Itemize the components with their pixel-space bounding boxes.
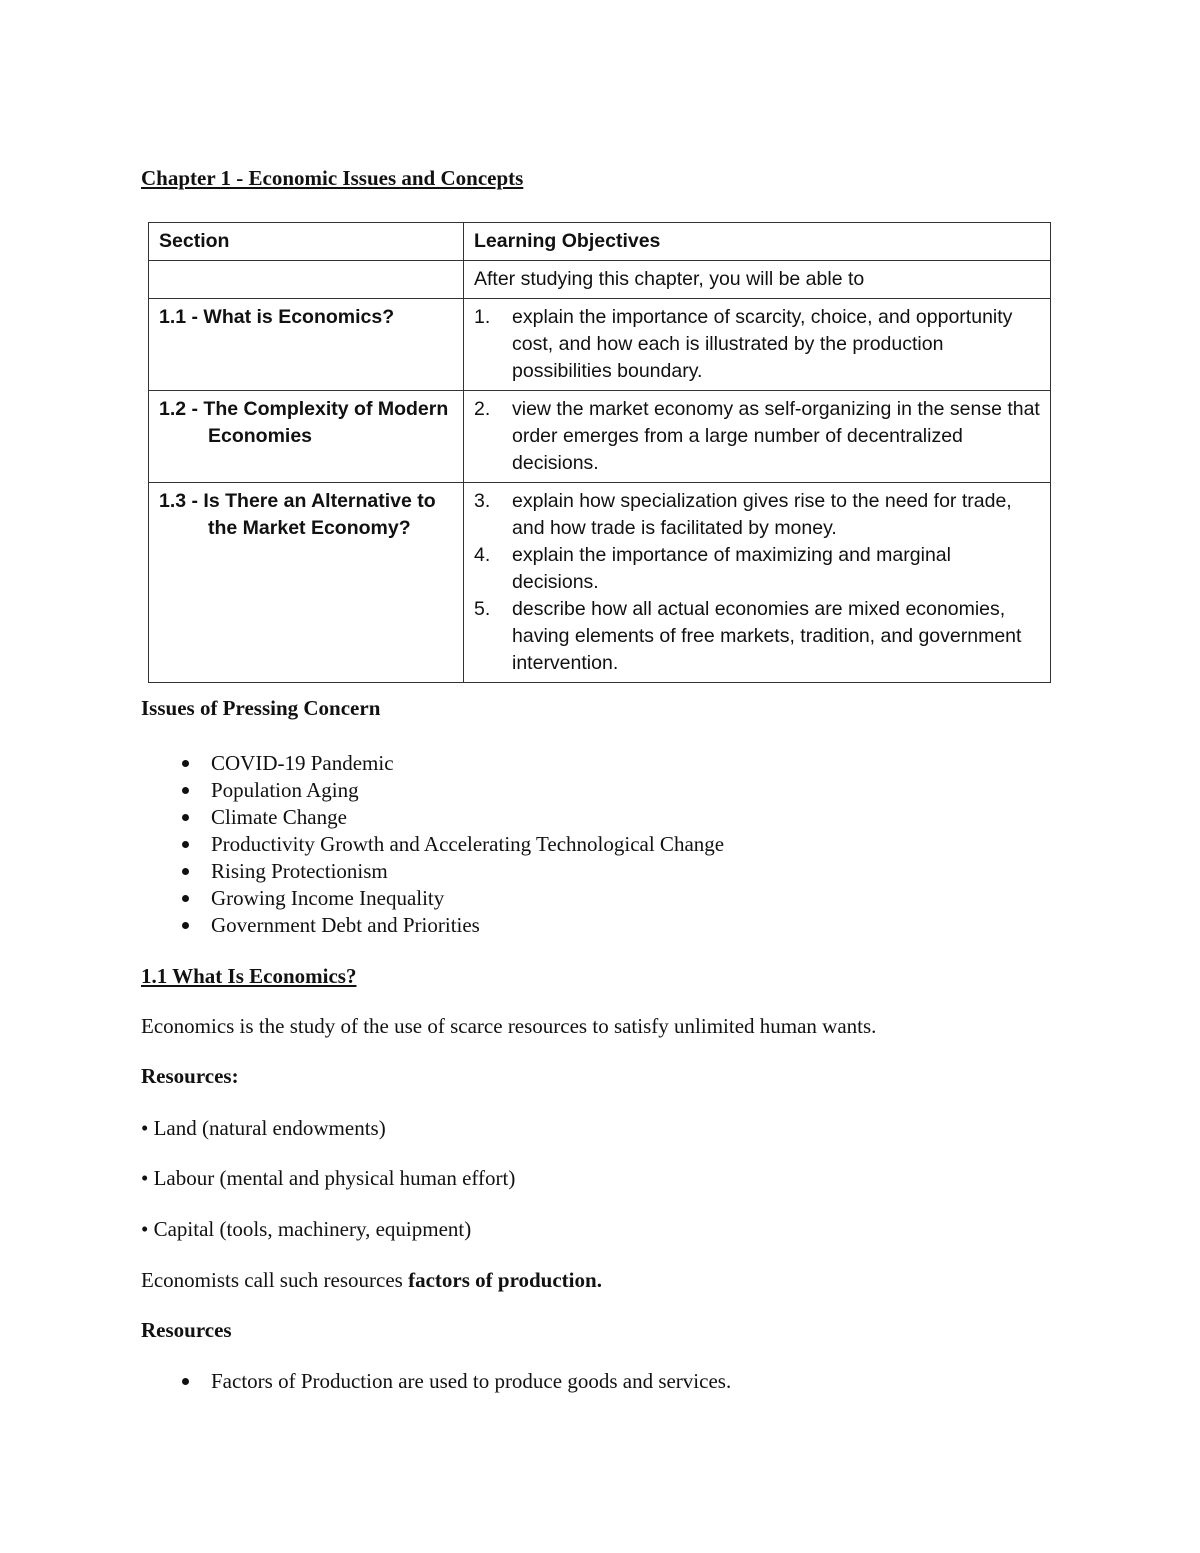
resources-bullets: [141, 1368, 731, 1395]
bullet-icon: [182, 814, 189, 821]
factors-sentence: Economists call such resources factors of production.: [141, 1268, 602, 1292]
resources-heading-2: Resources: [141, 1318, 232, 1342]
resources-heading: Resources:: [141, 1064, 239, 1088]
list-item: Population Aging: [141, 777, 724, 804]
bullet-icon: [182, 787, 189, 794]
objective-item: 3. explain how specialization gives rise to the need for trade, and how trade is facilitated by money.: [474, 490, 1012, 539]
objective-item: 4. explain the importance of maximizing and marginal decisions.: [474, 544, 951, 593]
section-1-2: 1.2 - The Complexity of Modern Economies: [159, 398, 449, 447]
table-row: [149, 261, 1051, 299]
list-item: Productivity Growth and Accelerating Technological Change: [141, 831, 724, 858]
objective-item: 5. describe how all actual economies are mixed economies, having elements of free markets, tradition, and government intervention.: [474, 598, 1022, 674]
objective-item: 2. view the market economy as self-organizing in the sense that order emerges from a large number of decentralized decisions.: [474, 398, 1040, 474]
list-item: Factors of Production are used to produce goods and services.: [141, 1368, 731, 1395]
list-item: Government Debt and Priorities: [141, 912, 724, 939]
objective-item: 1. explain the importance of scarcity, choice, and opportunity cost, and how each is illustrated by the production possibilities boundary.: [474, 306, 1013, 382]
bullet-icon: [182, 895, 189, 902]
bullet-icon: [182, 760, 189, 767]
section-1-3: 1.3 - Is There an Alternative to the Market Economy?: [159, 490, 436, 539]
table-row: [149, 483, 1051, 683]
issues-heading: Issues of Pressing Concern: [141, 696, 381, 720]
resource-land: • Land (natural endowments): [141, 1116, 386, 1140]
bullet-icon: [182, 841, 189, 848]
learning-objectives-table: [148, 222, 1051, 683]
resource-capital: • Capital (tools, machinery, equipment): [141, 1217, 472, 1241]
bullet-icon: [182, 1378, 189, 1385]
section-1-1: 1.1 - What is Economics?: [159, 306, 395, 328]
list-item: Climate Change: [141, 804, 724, 831]
empty-cell: [149, 261, 464, 299]
issues-list: [141, 750, 724, 939]
table-header-row: [149, 223, 1051, 261]
header-section: Section: [149, 223, 464, 261]
factors-term: factors of production.: [408, 1268, 602, 1292]
bullet-icon: [182, 922, 189, 929]
economics-definition: Economics is the study of the use of scarce resources to satisfy unlimited human wants.: [141, 1014, 877, 1038]
table-intro: After studying this chapter, you will be able to: [464, 261, 1051, 299]
list-item: Rising Protectionism: [141, 858, 724, 885]
table-row: [149, 299, 1051, 391]
list-item: Growing Income Inequality: [141, 885, 724, 912]
bullet-icon: [182, 868, 189, 875]
header-learning-objectives: Learning Objectives: [464, 223, 1051, 261]
table-row: [149, 391, 1051, 483]
chapter-title: Chapter 1 - Economic Issues and Concepts: [141, 166, 524, 190]
resource-labour: • Labour (mental and physical human effort): [141, 1166, 516, 1190]
section-1-1-heading: 1.1 What Is Economics?: [141, 964, 357, 988]
list-item: COVID-19 Pandemic: [141, 750, 724, 777]
